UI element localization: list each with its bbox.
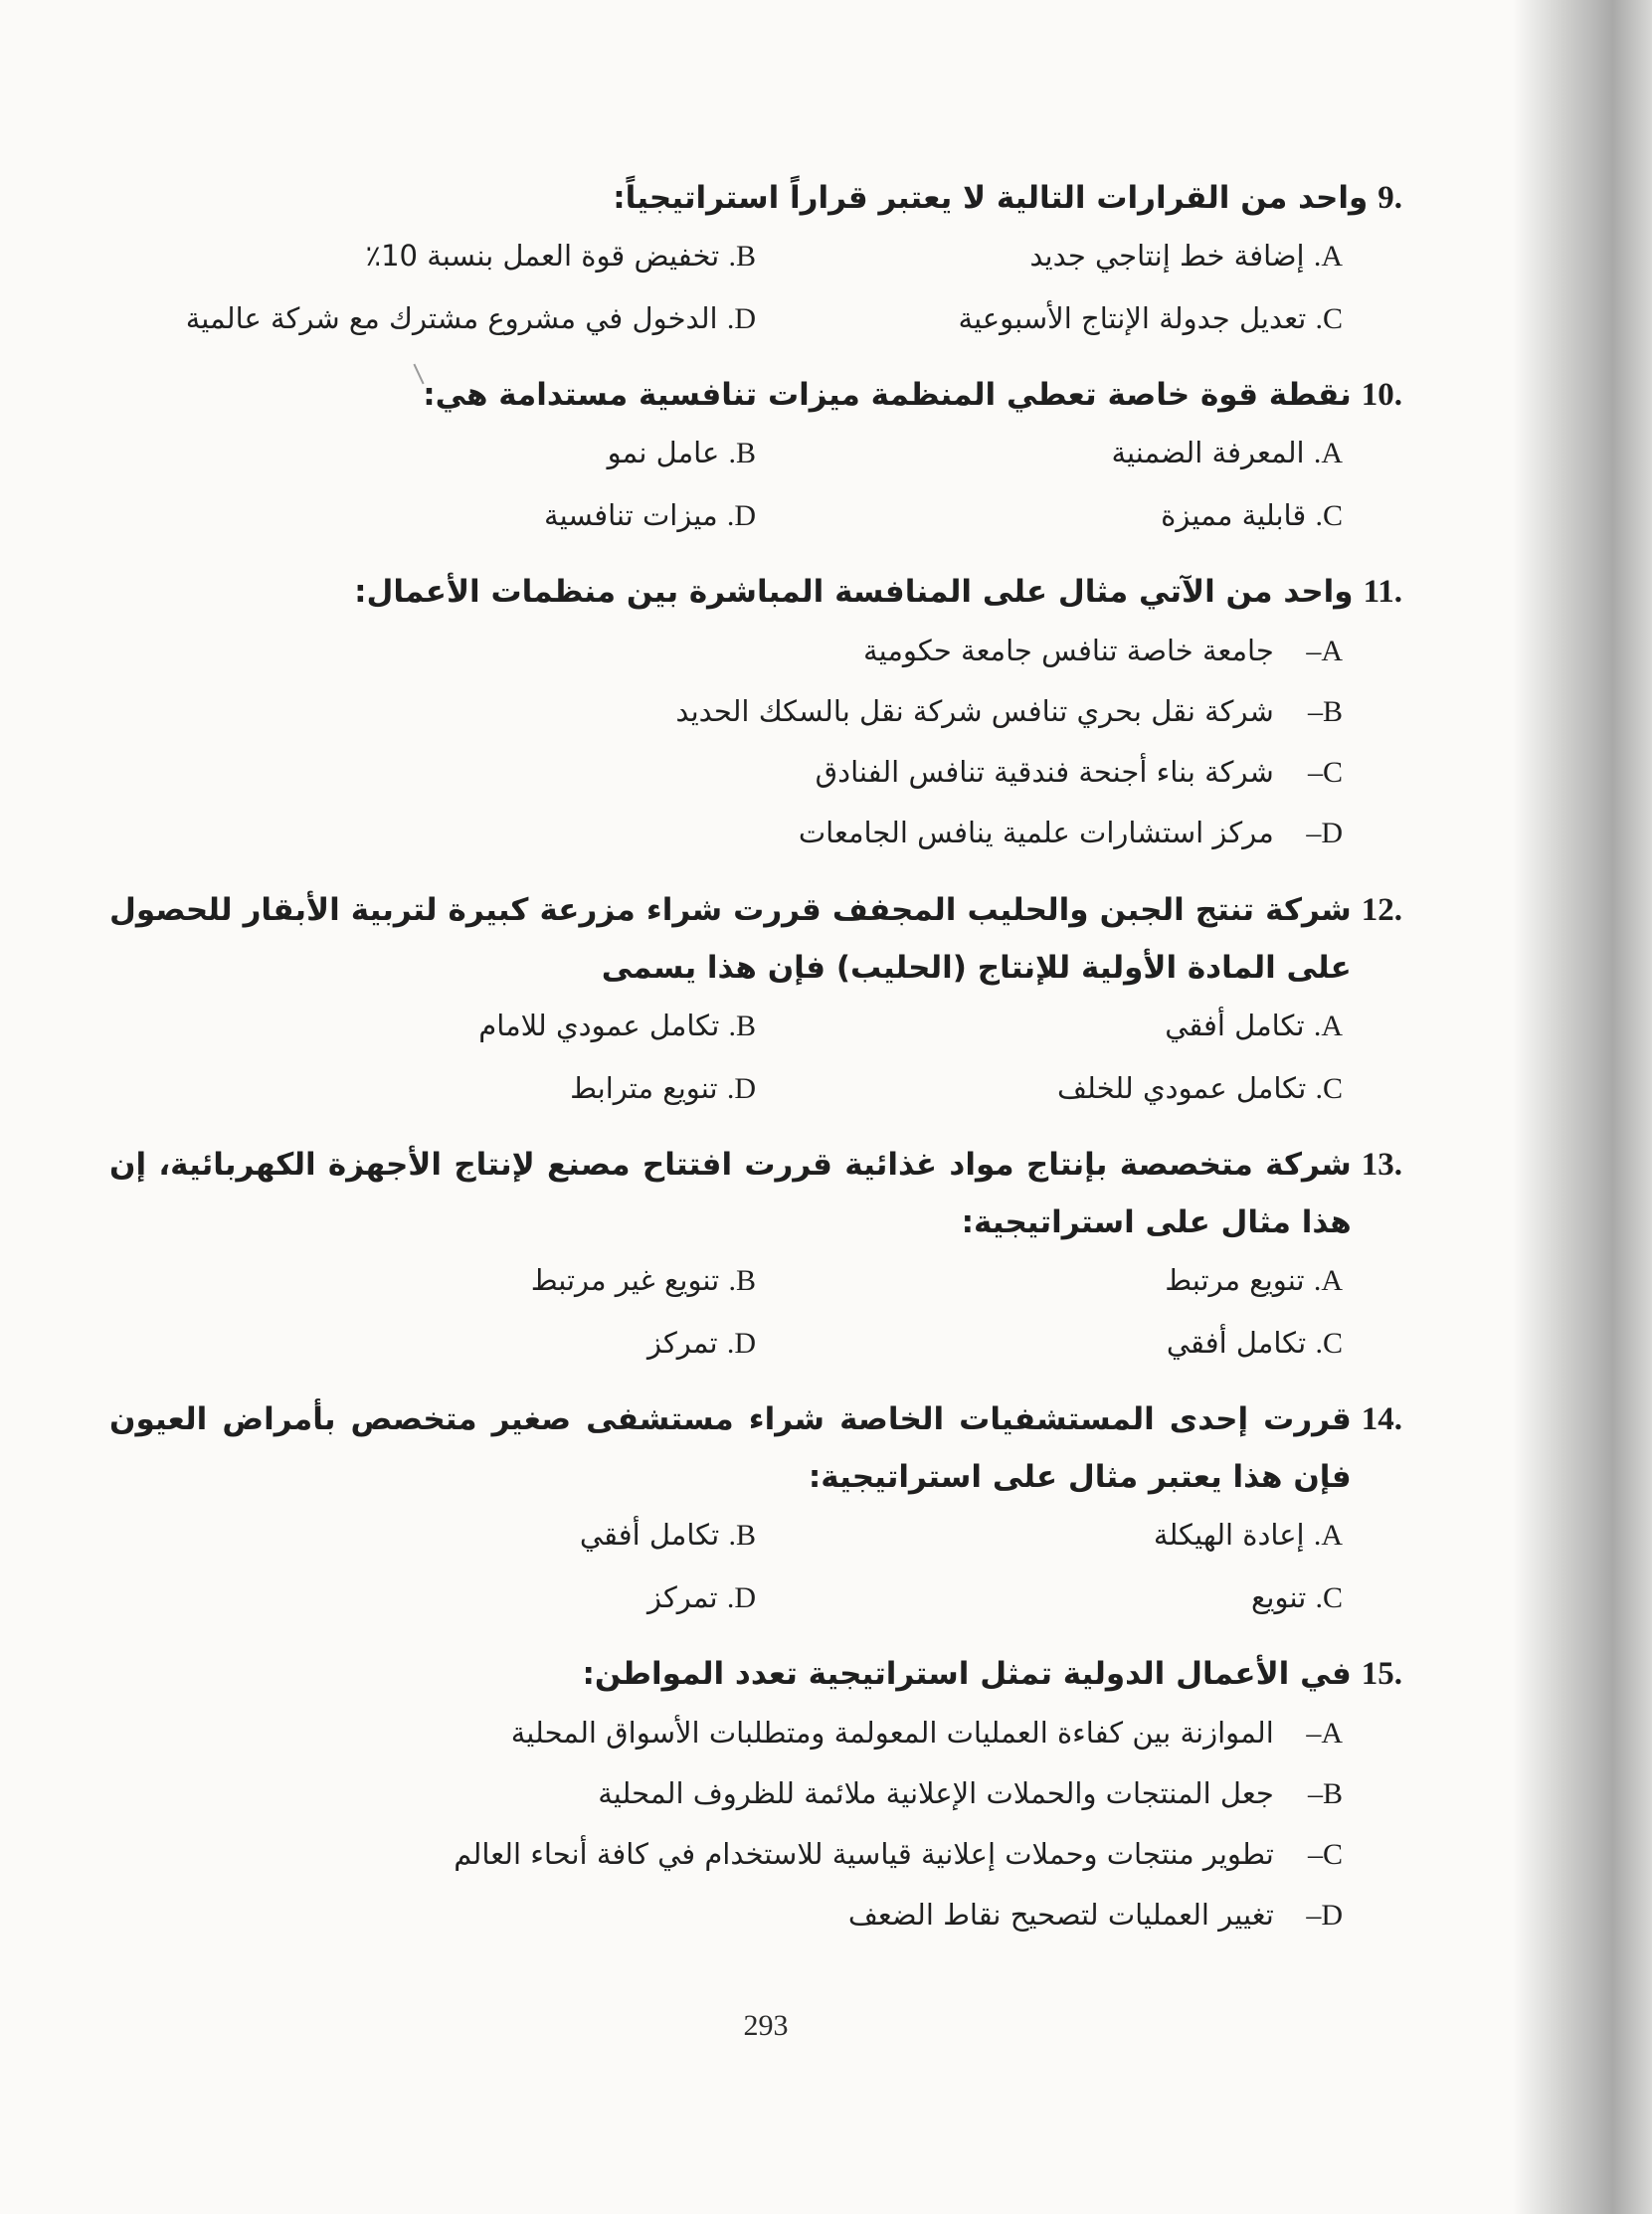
option-d — [199, 1059, 756, 1118]
option-text: ميزات تنافسية — [544, 498, 718, 532]
question-text: نقطة قوة خاصة تعطي المنظمة ميزات تنافسية مستدامة هي: — [423, 377, 1352, 413]
question-13 — [109, 1136, 1402, 1373]
option-text: تكامل أفقي — [579, 1518, 720, 1552]
option-text: تمركز — [646, 1326, 718, 1360]
question-text: قررت إحدى المستشفيات الخاصة شراء مستشفى صغير متخصص بأمراض العيون فإن هذا يعتبر مثال على استراتيجية: — [109, 1401, 1352, 1495]
option-text: الموازنة بين كفاءة العمليات المعولمة ومتطلبات الأسواق المحلية — [510, 1716, 1274, 1750]
question-11 — [109, 563, 1402, 863]
option-c — [109, 1824, 1343, 1885]
question-15 — [109, 1645, 1402, 1945]
option-c — [756, 486, 1343, 545]
book-spine-shadow — [1513, 0, 1652, 2214]
option-letter: C. — [1315, 1072, 1343, 1105]
option-letter: C. — [1315, 499, 1343, 532]
question-header — [109, 563, 1402, 621]
question-number: 11. — [1363, 574, 1402, 610]
question-text: واحد من القرارات التالية لا يعتبر قراراً استراتيجياً: — [613, 180, 1369, 216]
option-letter: D. — [726, 1327, 756, 1360]
option-text: تكامل أفقي — [1165, 1009, 1305, 1042]
option-text: شركة بناء أجنحة فندقية تنافس الفنادق — [815, 755, 1274, 789]
option-text: تكامل عمودي للامام — [478, 1009, 720, 1042]
question-number: 10. — [1361, 377, 1402, 413]
option-a — [756, 1506, 1343, 1565]
question-text: في الأعمال الدولية تمثل استراتيجية تعدد المواطن: — [582, 1656, 1352, 1692]
option-c — [756, 1568, 1343, 1627]
option-letter: D– — [1306, 817, 1343, 849]
option-letter: B. — [728, 1010, 756, 1042]
option-text: تنويع مترابط — [570, 1071, 718, 1105]
question-text: شركة تنتج الجبن والحليب المجفف قررت شراء مزرعة كبيرة لتربية الأبقار للحصول على المادة الأولية للإنتاج (الحليب) فإن هذا يسمى — [109, 892, 1352, 986]
option-letter: C. — [1315, 1327, 1343, 1360]
option-letter: C– — [1307, 756, 1343, 789]
options-grid — [109, 1506, 1402, 1627]
option-text: تغيير العمليات لتصحيح نقاط الضعف — [847, 1898, 1274, 1932]
question-header — [109, 169, 1402, 227]
questions-container — [109, 169, 1402, 1963]
question-number: 12. — [1361, 892, 1402, 928]
option-text: إعادة الهيكلة — [1153, 1518, 1305, 1552]
option-d — [109, 803, 1343, 863]
option-text: تنويع غير مرتبط — [530, 1263, 720, 1297]
option-text: جعل المنتجات والحملات الإعلانية ملائمة للظروف المحلية — [598, 1776, 1274, 1810]
option-text: تعديل جدولة الإنتاج الأسبوعية — [958, 301, 1307, 335]
question-header — [109, 881, 1402, 997]
option-letter: D. — [726, 499, 756, 532]
option-text: قابلية مميزة — [1161, 498, 1307, 532]
option-a — [109, 1703, 1343, 1763]
option-b — [199, 997, 756, 1055]
question-number: 15. — [1361, 1656, 1402, 1692]
option-c — [756, 289, 1343, 348]
options-grid — [109, 1251, 1402, 1373]
option-d — [109, 1885, 1343, 1945]
question-header — [109, 1390, 1402, 1506]
option-text: جامعة خاصة تنافس جامعة حكومية — [863, 634, 1274, 667]
option-b — [199, 1251, 756, 1310]
option-letter: D. — [726, 1072, 756, 1105]
option-a — [109, 621, 1343, 681]
question-header — [109, 366, 1402, 424]
question-10 — [109, 366, 1402, 545]
option-letter: C– — [1307, 1838, 1343, 1871]
option-letter: C. — [1315, 1581, 1343, 1614]
option-letter: A. — [1313, 437, 1343, 469]
option-letter: A– — [1306, 1717, 1343, 1750]
option-text: إضافة خط إنتاجي جديد — [1029, 239, 1305, 273]
question-text: واحد من الآتي مثال على المنافسة المباشرة بين منظمات الأعمال: — [354, 574, 1354, 610]
options-list — [109, 1703, 1402, 1945]
option-letter: B. — [728, 240, 756, 273]
option-text: تنويع مرتبط — [1165, 1263, 1305, 1297]
option-letter: B– — [1307, 695, 1343, 728]
option-d — [199, 486, 756, 545]
option-letter: D. — [726, 302, 756, 335]
option-a — [756, 227, 1343, 285]
question-14 — [109, 1390, 1402, 1627]
question-number: 14. — [1361, 1401, 1402, 1437]
option-letter: A. — [1313, 1010, 1343, 1042]
option-letter: B. — [728, 1519, 756, 1552]
page-number: 293 — [743, 2009, 789, 2042]
option-text: شركة نقل بحري تنافس شركة نقل بالسكك الحديد — [675, 694, 1274, 728]
option-text: تكامل عمودي للخلف — [1056, 1071, 1307, 1105]
options-grid — [109, 227, 1402, 348]
question-number: 9. — [1377, 180, 1402, 216]
option-letter: A. — [1313, 240, 1343, 273]
option-text: تكامل أفقي — [1166, 1326, 1307, 1360]
option-b — [199, 424, 756, 482]
option-a — [756, 1251, 1343, 1310]
option-letter: A. — [1313, 1264, 1343, 1297]
option-letter: A– — [1306, 635, 1343, 667]
option-text: تطوير منتجات وحملات إعلانية قياسية للاستخدام في كافة أنحاء العالم — [454, 1837, 1274, 1871]
option-b — [109, 1763, 1343, 1824]
options-grid — [109, 424, 1402, 545]
option-a — [756, 424, 1343, 482]
options-list — [109, 621, 1402, 863]
question-number: 13. — [1361, 1147, 1402, 1183]
option-letter: C. — [1315, 302, 1343, 335]
option-b — [109, 681, 1343, 742]
option-d — [199, 1314, 756, 1373]
option-c — [109, 742, 1343, 803]
option-letter: B– — [1307, 1777, 1343, 1810]
option-text: عامل نمو — [607, 436, 720, 469]
question-text: شركة متخصصة بإنتاج مواد غذائية قررت افتتاح مصنع لإنتاج الأجهزة الكهربائية، إن هذا مثال على استراتيجية: — [109, 1147, 1352, 1240]
option-c — [756, 1314, 1343, 1373]
question-header — [109, 1136, 1402, 1251]
option-b — [199, 227, 756, 285]
option-text: الدخول في مشروع مشترك مع شركة عالمية — [185, 301, 718, 335]
option-letter: A. — [1313, 1519, 1343, 1552]
option-text: تخفيض قوة العمل بنسبة 10٪ — [365, 239, 720, 273]
option-letter: B. — [728, 1264, 756, 1297]
option-text: مركز استشارات علمية ينافس الجامعات — [798, 816, 1274, 849]
option-d — [185, 289, 756, 348]
option-text: المعرفة الضمنية — [1111, 436, 1305, 469]
option-d — [199, 1568, 756, 1627]
question-12 — [109, 881, 1402, 1118]
options-grid — [109, 997, 1402, 1118]
option-text: تمركز — [646, 1580, 718, 1614]
option-letter: D. — [726, 1581, 756, 1614]
question-header — [109, 1645, 1402, 1703]
option-letter: B. — [728, 437, 756, 469]
option-b — [199, 1506, 756, 1565]
option-text: تنويع — [1250, 1580, 1307, 1614]
option-letter: D– — [1306, 1899, 1343, 1932]
question-9 — [109, 169, 1402, 348]
option-a — [756, 997, 1343, 1055]
option-c — [756, 1059, 1343, 1118]
